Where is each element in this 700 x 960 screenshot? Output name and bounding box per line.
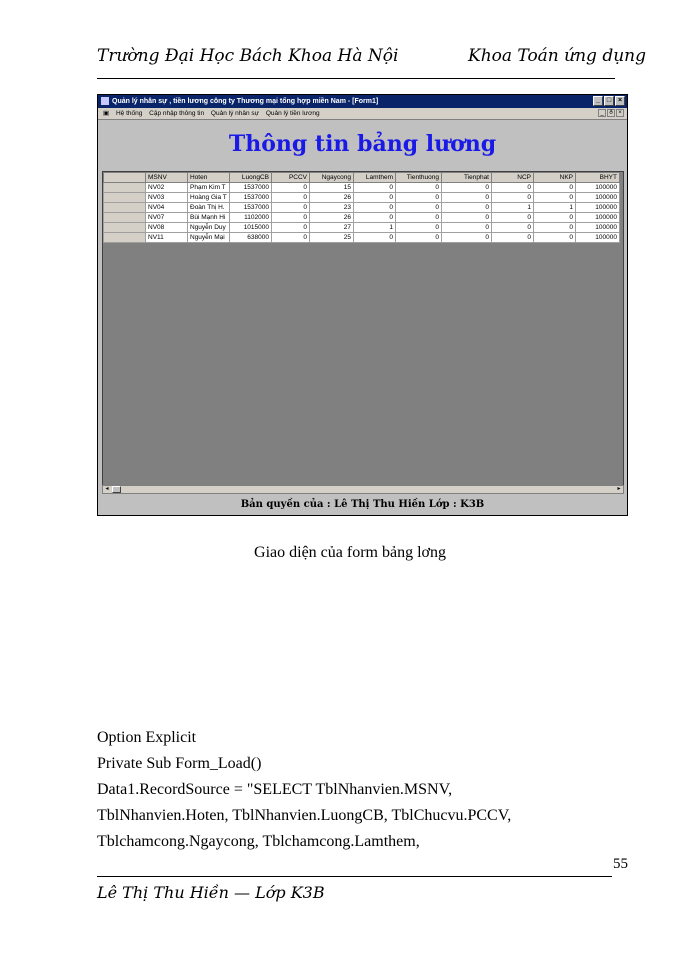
header-rule	[97, 78, 615, 79]
col-header-pccv[interactable]: PCCV	[272, 173, 310, 183]
table-cell[interactable]: 0	[272, 183, 310, 193]
table-cell[interactable]: Phạm Kim T	[188, 183, 230, 193]
app-window	[97, 94, 628, 516]
table-row[interactable]	[104, 183, 620, 193]
table-cell[interactable]: 0	[354, 233, 396, 243]
col-header-tienthuong[interactable]: Tienthuong	[396, 173, 442, 183]
table-cell[interactable]: Đoàn Thị H.	[188, 203, 230, 213]
table-cell[interactable]: 0	[442, 193, 492, 203]
table-cell[interactable]: 0	[442, 213, 492, 223]
maximize-icon[interactable]: □	[604, 96, 614, 106]
header-left: Trường Đại Học Bách Khoa Hà Nội	[97, 46, 399, 66]
col-header-msnv[interactable]: MSNV	[146, 173, 188, 183]
table-cell[interactable]: 1537000	[230, 193, 272, 203]
table-cell[interactable]: 0	[442, 203, 492, 213]
table-cell[interactable]: 1102000	[230, 213, 272, 223]
col-header-nkp[interactable]: NKP	[534, 173, 576, 183]
table-row[interactable]	[104, 233, 620, 243]
table-cell[interactable]: 1537000	[230, 203, 272, 213]
menu-bar	[98, 108, 627, 120]
table-cell[interactable]: 0	[396, 183, 442, 193]
table-cell[interactable]: 0	[442, 233, 492, 243]
footer-author: Lê Thị Thu Hiền — Lớp K3B	[97, 883, 325, 902]
menu-hr-management[interactable]: Quản lý nhân sự	[210, 110, 259, 117]
header-right: Khoa Toán ứng dụng	[468, 46, 647, 66]
table-cell[interactable]: 15	[310, 183, 354, 193]
table-cell[interactable]: NV02	[146, 183, 188, 193]
row-selector[interactable]	[104, 193, 146, 203]
row-selector[interactable]	[104, 233, 146, 243]
table-cell[interactable]: 1537000	[230, 183, 272, 193]
row-selector[interactable]	[104, 223, 146, 233]
table-cell[interactable]: 0	[534, 223, 576, 233]
table-cell[interactable]: 26	[310, 213, 354, 223]
table-cell[interactable]: 0	[534, 183, 576, 193]
table-cell[interactable]: 0	[396, 233, 442, 243]
table-cell[interactable]: 1	[492, 203, 534, 213]
child-minimize-icon[interactable]: _	[598, 109, 606, 117]
table-cell[interactable]: 100000	[576, 223, 620, 233]
page-number: 55	[613, 856, 628, 872]
table-cell[interactable]: 100000	[576, 233, 620, 243]
table-cell[interactable]: 0	[442, 223, 492, 233]
table-cell[interactable]: NV04	[146, 203, 188, 213]
table-cell[interactable]: 0	[492, 213, 534, 223]
col-header-tienphat[interactable]: Tienphat	[442, 173, 492, 183]
app-icon	[101, 97, 109, 105]
table-row[interactable]	[104, 203, 620, 213]
table-cell[interactable]: Hoàng Gia T	[188, 193, 230, 203]
table-cell[interactable]: NV07	[146, 213, 188, 223]
scroll-left-icon[interactable]: ◂	[105, 486, 109, 492]
table-cell[interactable]: 0	[534, 213, 576, 223]
copyright-status: Bản quyền của : Lê Thị Thu Hiền Lớp : K3B	[240, 499, 485, 510]
col-header-ngaycong[interactable]: Ngaycong	[310, 173, 354, 183]
table-cell[interactable]: NV03	[146, 193, 188, 203]
col-header-ncp[interactable]: NCP	[492, 173, 534, 183]
window-title: Quản lý nhân sự , tiền lương công ty Thương mại tổng hợp miền Nam - [Form1]	[112, 98, 379, 105]
table-cell[interactable]: 25	[310, 233, 354, 243]
table-cell[interactable]: Nguyễn Mại	[188, 233, 230, 243]
table-cell[interactable]: 0	[396, 223, 442, 233]
table-cell[interactable]: 0	[272, 203, 310, 213]
table-cell[interactable]: 0	[442, 183, 492, 193]
table-cell[interactable]: 0	[492, 233, 534, 243]
menu-doc-icon: ▣	[103, 110, 110, 117]
table-cell[interactable]: 1	[354, 223, 396, 233]
table-cell[interactable]: 0	[272, 233, 310, 243]
col-header-lamthem[interactable]: Lamthem	[354, 173, 396, 183]
code-line: TblNhanvien.Hoten, TblNhanvien.LuongCB, TblChucvu.PCCV,	[97, 807, 512, 824]
menu-system[interactable]: Hệ thống	[115, 110, 143, 117]
table-cell[interactable]: NV11	[146, 233, 188, 243]
table-cell[interactable]: 1015000	[230, 223, 272, 233]
table-cell[interactable]: 0	[272, 193, 310, 203]
figure-caption: Giao diện của form bảng lơng	[254, 544, 446, 561]
table-row[interactable]	[104, 213, 620, 223]
code-line: Private Sub Form_Load()	[97, 755, 262, 772]
table-row[interactable]	[104, 193, 620, 203]
table-cell[interactable]: 100000	[576, 193, 620, 203]
table-cell[interactable]: 100000	[576, 203, 620, 213]
row-selector-header	[104, 173, 146, 183]
code-line: Option Explicit	[97, 729, 197, 746]
table-cell[interactable]: 0	[396, 203, 442, 213]
table-cell[interactable]: 0	[492, 223, 534, 233]
table-cell[interactable]: 0	[272, 223, 310, 233]
child-close-icon[interactable]: ×	[616, 109, 624, 117]
table-cell[interactable]: 0	[354, 213, 396, 223]
table-cell[interactable]: 0	[492, 193, 534, 203]
child-restore-icon[interactable]: ð	[607, 109, 615, 117]
table-cell[interactable]: 100000	[576, 213, 620, 223]
code-line: Data1.RecordSource = "SELECT TblNhanvien.MSNV,	[97, 781, 453, 798]
table-cell[interactable]: 0	[534, 233, 576, 243]
table-cell[interactable]: Bùi Mạnh Hi	[188, 213, 230, 223]
form-title: Thông tin bảng lương	[228, 131, 497, 157]
scroll-right-icon[interactable]: ▸	[617, 486, 621, 492]
col-header-bhyt[interactable]: BHYT	[576, 173, 620, 183]
table-cell[interactable]: 0	[492, 183, 534, 193]
table-cell[interactable]: Nguyễn Duy	[188, 223, 230, 233]
table-cell[interactable]: 0	[354, 203, 396, 213]
horizontal-scrollbar[interactable]	[102, 485, 624, 494]
grid-header-row	[104, 173, 620, 183]
code-line: Tblchamcong.Ngaycong, Tblchamcong.Lamthem,	[97, 833, 420, 850]
table-cell[interactable]: 0	[354, 193, 396, 203]
table-cell[interactable]: 0	[354, 183, 396, 193]
salary-grid[interactable]	[102, 171, 624, 489]
table-cell[interactable]: 638000	[230, 233, 272, 243]
menu-update-info[interactable]: Cập nhập thông tin	[149, 110, 205, 117]
col-header-luongcb[interactable]: LuongCB	[230, 173, 272, 183]
row-selector[interactable]	[104, 203, 146, 213]
footer-rule	[97, 876, 612, 877]
window-titlebar	[98, 95, 627, 108]
table-cell[interactable]: 27	[310, 223, 354, 233]
table-cell[interactable]: 23	[310, 203, 354, 213]
row-selector[interactable]	[104, 213, 146, 223]
table-cell[interactable]: 0	[396, 213, 442, 223]
col-header-hoten[interactable]: Hoten	[188, 173, 230, 183]
table-cell[interactable]: NV08	[146, 223, 188, 233]
menu-salary-management[interactable]: Quản lý tiền lương	[265, 110, 320, 117]
table-cell[interactable]: 26	[310, 193, 354, 203]
table-cell[interactable]: 0	[396, 193, 442, 203]
table-cell[interactable]: 1	[534, 203, 576, 213]
scroll-thumb[interactable]	[112, 486, 121, 493]
table-cell[interactable]: 0	[272, 213, 310, 223]
table-cell[interactable]: 0	[534, 193, 576, 203]
close-icon[interactable]: ×	[615, 96, 625, 106]
row-selector[interactable]	[104, 183, 146, 193]
minimize-icon[interactable]: _	[593, 96, 603, 106]
table-row[interactable]	[104, 223, 620, 233]
table-cell[interactable]: 100000	[576, 183, 620, 193]
